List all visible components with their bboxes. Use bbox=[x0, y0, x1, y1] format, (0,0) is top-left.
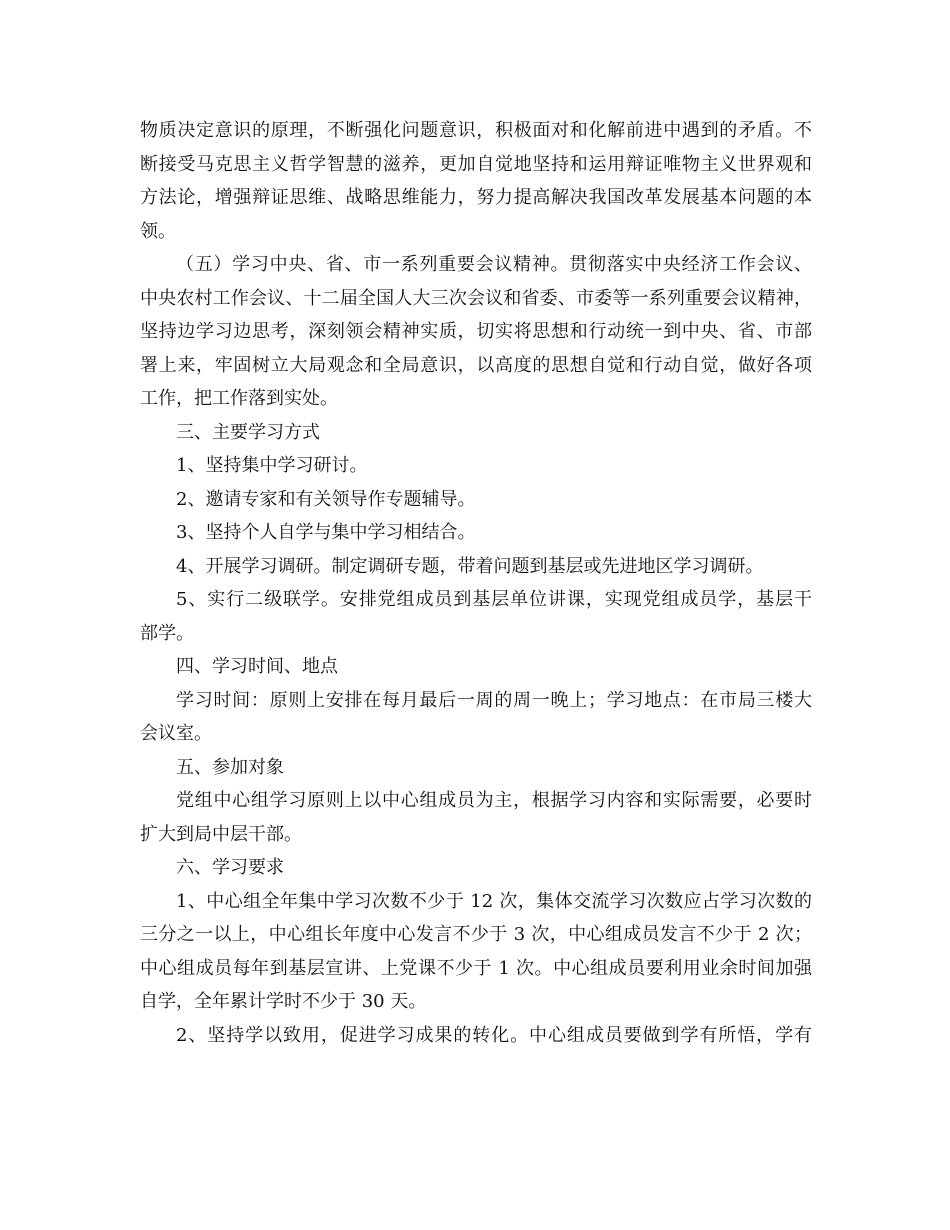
paragraph-line: 断接受马克思主义哲学智慧的滋养，更加自觉地坚持和运用辩证唯物主义世界观和 bbox=[140, 153, 812, 175]
paragraph bbox=[140, 1019, 812, 1053]
paragraph bbox=[140, 784, 812, 851]
document-page bbox=[140, 114, 812, 1052]
paragraph bbox=[140, 516, 812, 550]
paragraph-line: （五）学习中央、省、市一系列重要会议精神。贯彻落实中央经济工作会议、 bbox=[176, 254, 812, 275]
paragraph-line: 三、主要学习方式 bbox=[176, 421, 320, 443]
paragraph-line: 会议室。 bbox=[140, 723, 212, 744]
paragraph-line: 领。 bbox=[140, 220, 176, 242]
paragraph-line: 四、学习时间、地点 bbox=[176, 656, 338, 677]
paragraph-line: 工作，把工作落到实处。 bbox=[140, 388, 338, 409]
paragraph-line: 坚持边学习边思考，深刻领会精神实质，切实将思想和行动统一到中央、省、市部 bbox=[140, 321, 812, 342]
paragraph-line: 物质决定意识的原理，不断强化问题意识，积极面对和化解前进中遇到的矛盾。不 bbox=[140, 120, 812, 141]
paragraph bbox=[140, 114, 812, 248]
paragraph bbox=[140, 751, 812, 785]
paragraph bbox=[140, 583, 812, 650]
paragraph-line: 方法论，增强辩证思维、战略思维能力，努力提高解决我国改革发展基本问题的本 bbox=[140, 187, 812, 208]
paragraph-line: 4、开展学习调研。制定调研专题，带着问题到基层或先进地区学习调研。 bbox=[176, 555, 764, 577]
paragraph-line: 六、学习要求 bbox=[176, 857, 284, 878]
paragraph-line: 3、坚持个人自学与集中学习相结合。 bbox=[176, 522, 476, 543]
paragraph bbox=[140, 851, 812, 885]
paragraph-line: 扩大到局中层干部。 bbox=[140, 823, 302, 845]
paragraph-line: 中央农村工作会议、十二届全国人大三次会议和省委、市委等一系列重要会议精神， bbox=[140, 287, 812, 309]
paragraph-line: 1、中心组全年集中学习次数不少于 12 次，集体交流学习次数应占学习次数的 bbox=[176, 890, 812, 912]
paragraph-line: 5、实行二级联学。安排党组成员到基层单位讲课，实现党组成员学，基层干 bbox=[176, 589, 812, 610]
paragraph-line: 学习时间：原则上安排在每月最后一周的周一晚上；学习地点：在市局三楼大 bbox=[176, 689, 812, 711]
paragraph bbox=[140, 483, 812, 517]
paragraph-line: 1、坚持集中学习研讨。 bbox=[176, 455, 368, 476]
paragraph-line: 中心组成员每年到基层宣讲、上党课不少于 1 次。中心组成员要利用业余时间加强 bbox=[140, 957, 812, 979]
paragraph-line: 自学，全年累计学时不少于 30 天。 bbox=[140, 991, 427, 1012]
paragraph bbox=[140, 416, 812, 450]
paragraph bbox=[140, 684, 812, 751]
paragraph-line: 署上来，牢固树立大局观念和全局意识，以高度的思想自觉和行动自觉，做好各项 bbox=[140, 354, 812, 376]
paragraph-line: 2、邀请专家和有关领导作专题辅导。 bbox=[176, 488, 476, 510]
paragraph-line: 五、参加对象 bbox=[176, 756, 284, 778]
paragraph-line: 党组中心组学习原则上以中心组成员为主，根据学习内容和实际需要，必要时 bbox=[176, 790, 812, 811]
paragraph bbox=[140, 449, 812, 483]
paragraph bbox=[140, 248, 812, 416]
paragraph bbox=[140, 650, 812, 684]
paragraph-line: 三分之一以上，中心组长年度中心发言不少于 3 次，中心组成员发言不少于 2 次； bbox=[140, 924, 812, 945]
paragraph bbox=[140, 550, 812, 584]
paragraph bbox=[140, 885, 812, 1019]
paragraph-line: 2、坚持学以致用，促进学习成果的转化。中心组成员要做到学有所悟，学有 bbox=[176, 1024, 812, 1046]
paragraph-line: 部学。 bbox=[140, 622, 194, 644]
